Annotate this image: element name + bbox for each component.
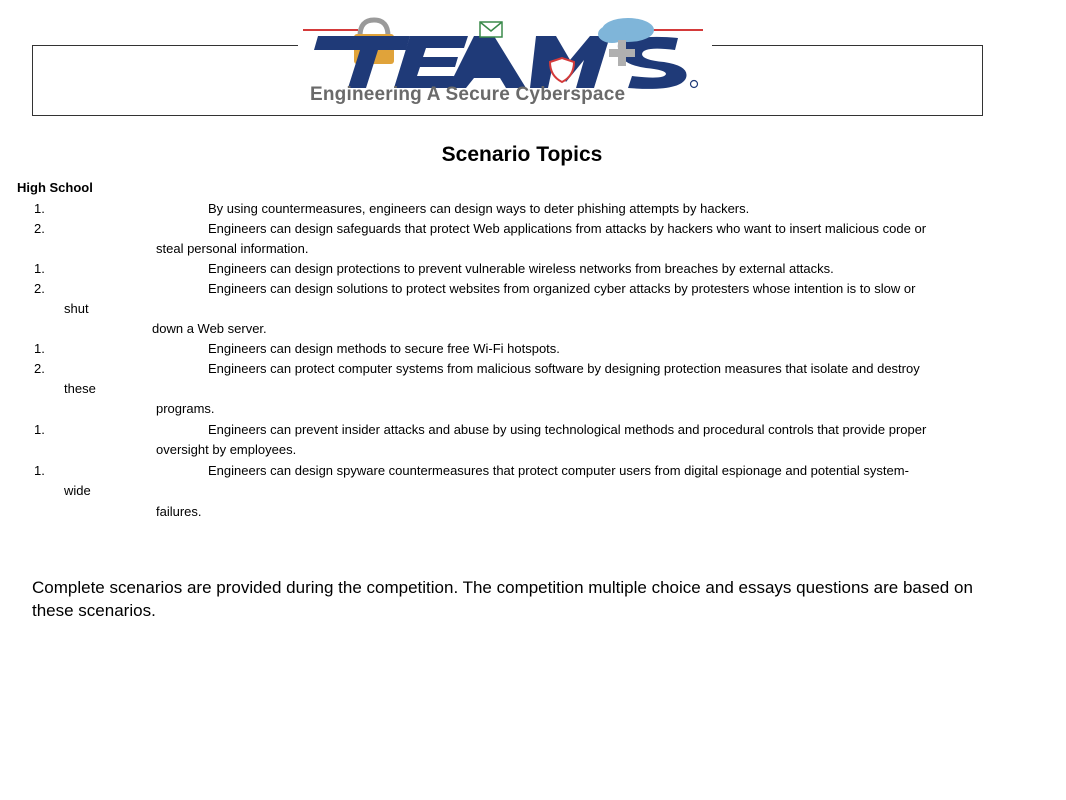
item-text: down a Web server.	[152, 321, 267, 336]
item-text: Engineers can design safeguards that protect Web applications from attacks by hackers who want to insert malicious code or	[208, 221, 927, 236]
item-text: failures.	[156, 504, 202, 519]
item-text: shut	[64, 301, 89, 316]
footer-note: Complete scenarios are provided during the competition. The competition multiple choice and essays questions are based on these scenarios.	[32, 578, 973, 620]
item-text: steal personal information.	[156, 241, 309, 256]
page-title: Scenario Topics	[441, 143, 603, 166]
item-text: oversight by employees.	[156, 442, 297, 457]
item-text: By using countermeasures, engineers can design ways to deter phishing attempts by hackers.	[208, 201, 750, 216]
item-number: 1.	[34, 422, 45, 437]
teams-logo	[298, 14, 712, 110]
item-text: Engineers can design spyware countermeasures that protect computer users from digital espionage and potential system-	[208, 463, 909, 478]
section-label: High School	[17, 180, 93, 195]
item-text: Engineers can design methods to secure free Wi-Fi hotspots.	[208, 341, 560, 356]
item-text: programs.	[156, 401, 215, 416]
item-text: these	[64, 381, 96, 396]
item-number: 2.	[34, 221, 45, 236]
teams-wordmark	[314, 36, 687, 89]
item-text: wide	[64, 483, 91, 498]
item-number: 1.	[34, 261, 45, 276]
item-number: 2.	[34, 281, 45, 296]
item-number: 2.	[34, 361, 45, 376]
item-text: Engineers can protect computer systems from malicious software by designing protection measures that isolate and destroy	[208, 361, 920, 376]
logo-tagline: Engineering A Secure Cyberspace	[310, 84, 626, 105]
item-text: Engineers can prevent insider attacks and abuse by using technological methods and procedural controls that provide proper	[208, 422, 927, 437]
item-text: Engineers can design protections to prevent vulnerable wireless networks from breaches by external attacks.	[208, 261, 834, 276]
envelope-icon	[480, 22, 502, 37]
item-number: 1.	[34, 201, 45, 216]
item-number: 1.	[34, 463, 45, 478]
item-text: Engineers can design solutions to protect websites from organized cyber attacks by protesters whose intention is to slow or	[208, 281, 916, 296]
item-number: 1.	[34, 341, 45, 356]
shield-icon	[550, 58, 574, 82]
